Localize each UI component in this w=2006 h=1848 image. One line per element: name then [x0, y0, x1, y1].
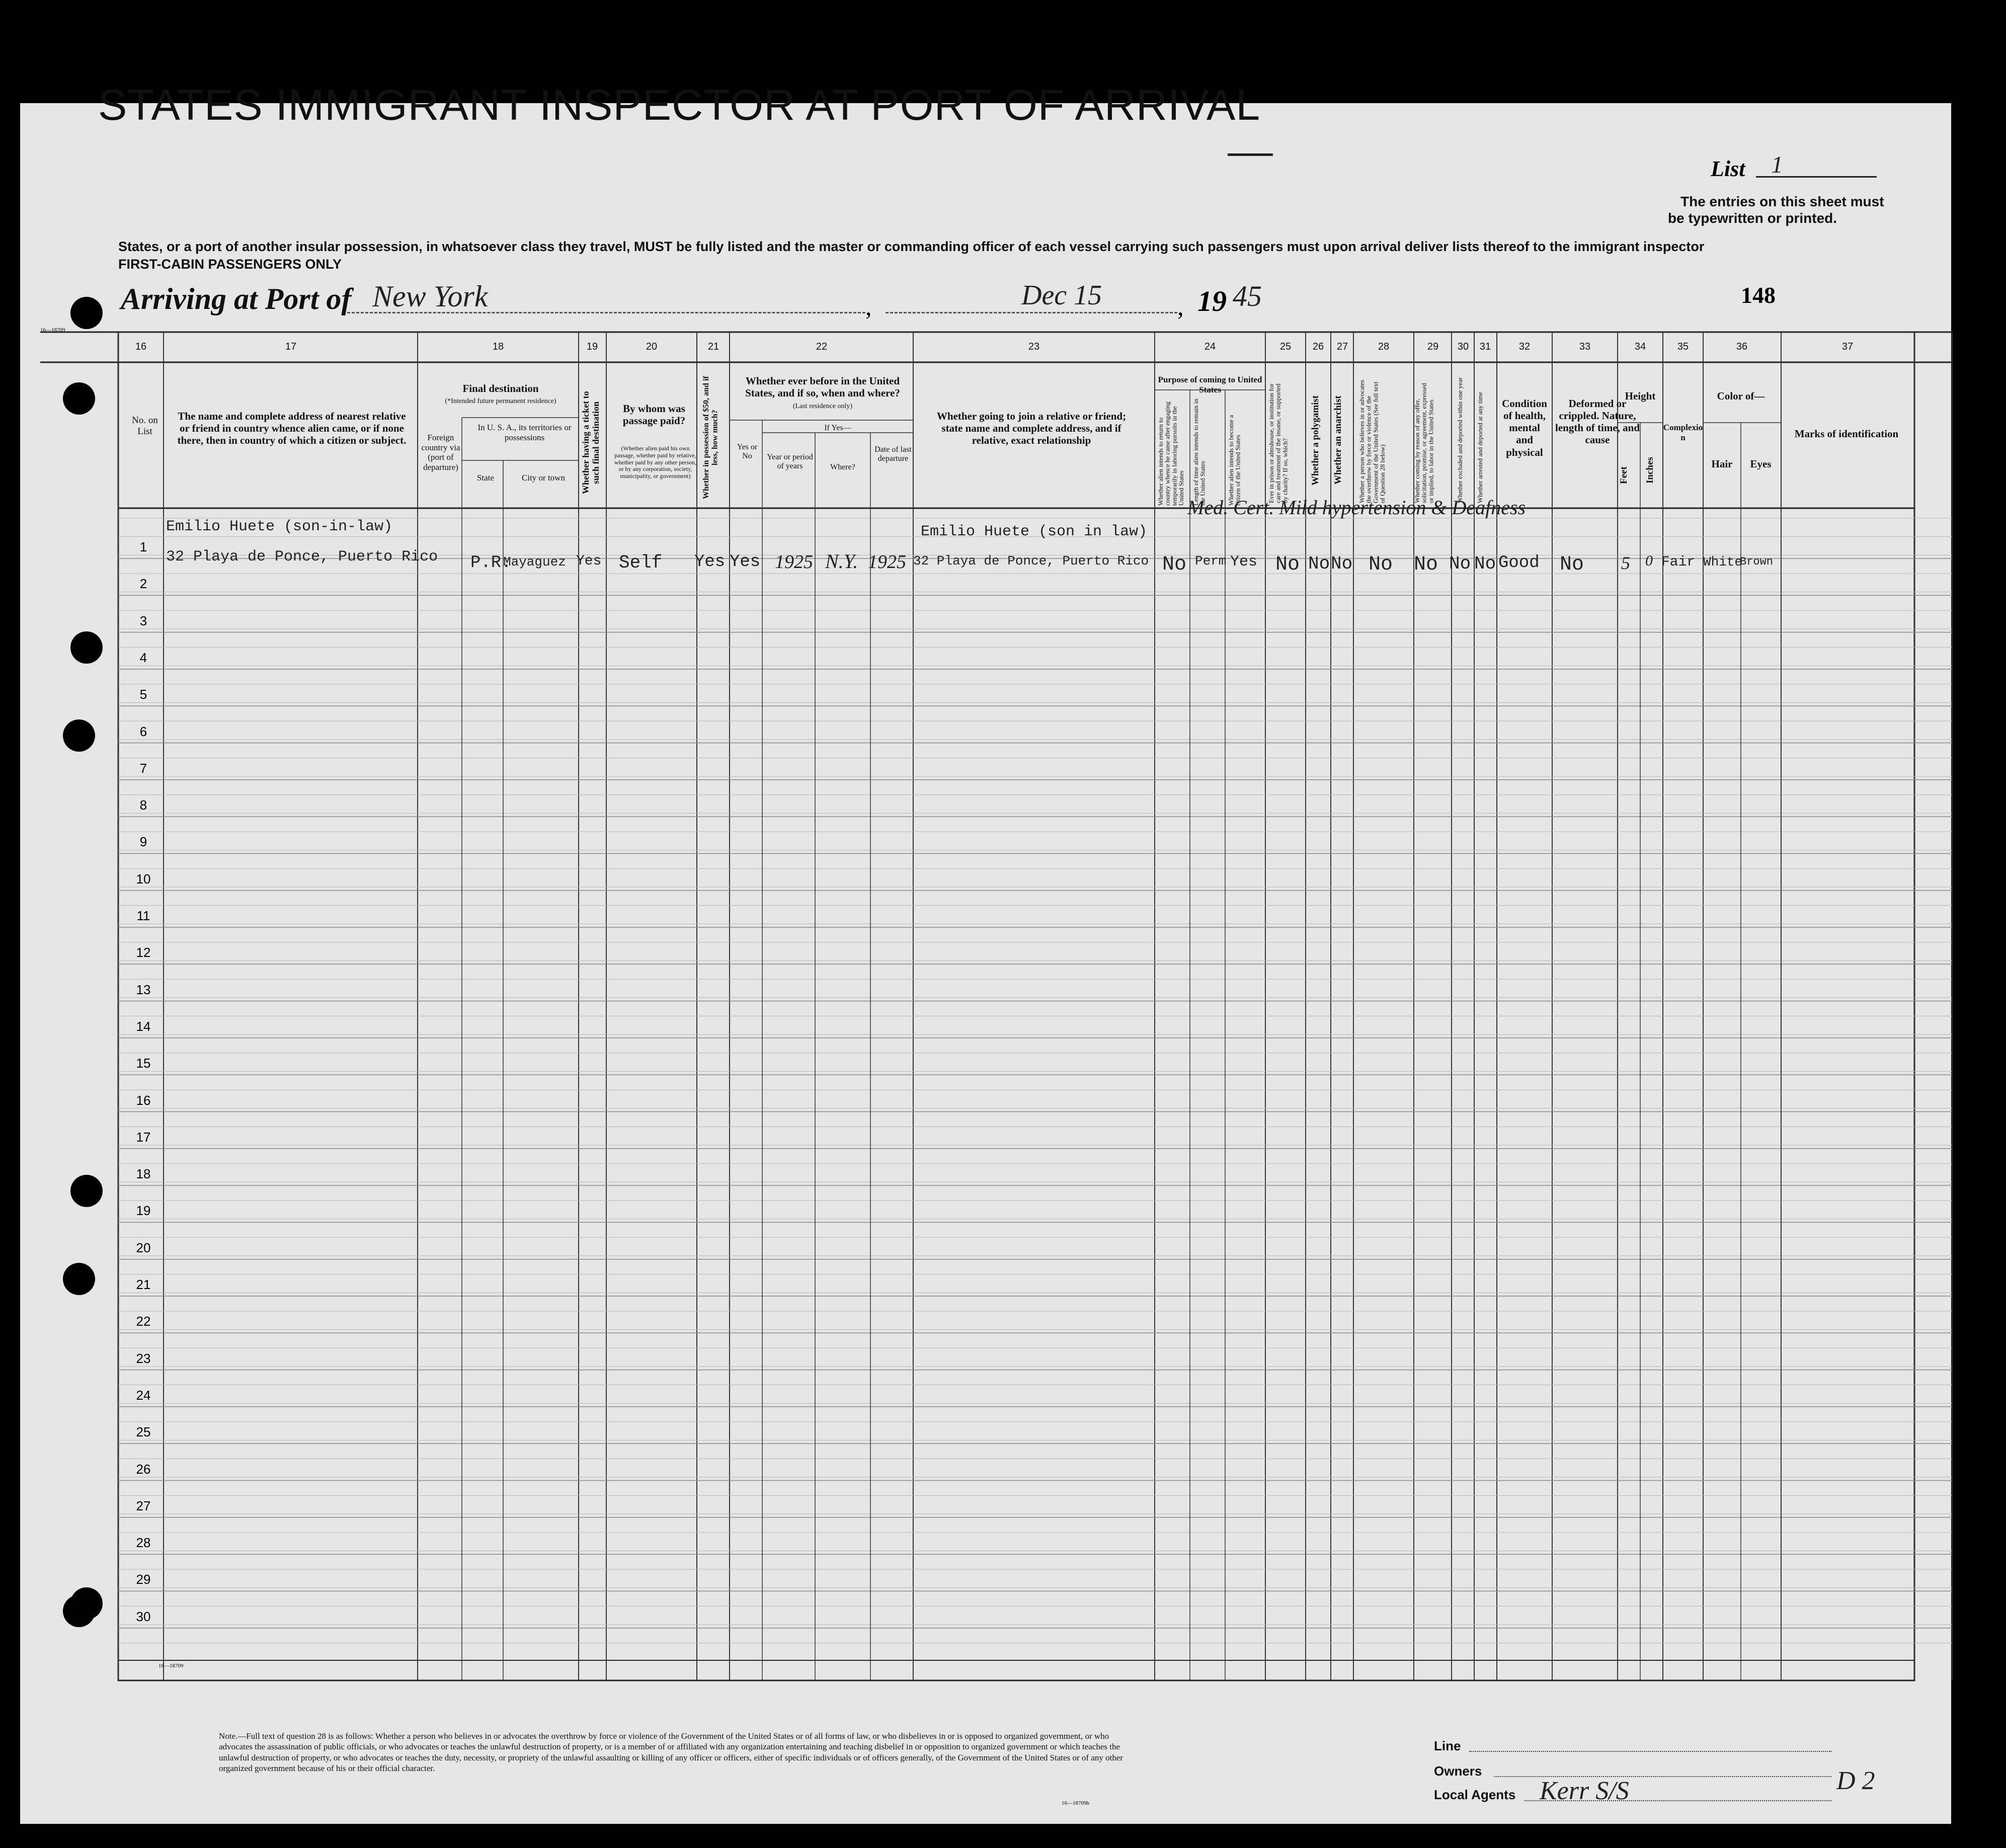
column-number: 36: [1736, 341, 1748, 352]
row-number: 26: [136, 1461, 151, 1477]
header-ticket: Whether having a ticket to such final destination: [581, 391, 601, 495]
arriving-label: Arriving at Port of: [121, 282, 352, 315]
row-number: 16: [136, 1092, 151, 1108]
row-number: 6: [139, 724, 147, 739]
entry-return-country: No: [1162, 553, 1187, 576]
owners-label: Owners: [1434, 1763, 1482, 1779]
entry-year: 1925: [775, 551, 813, 573]
list-label: List: [1711, 156, 1745, 181]
column-number: 37: [1841, 341, 1854, 352]
header-inches: Inches: [1645, 457, 1655, 484]
header-foreign-country: Foreign country via (port of departure): [421, 433, 460, 472]
header-q28: Whether a person who believes in or advocates the overthrow by force or violence of the Government of the United States (See full text of Question 28 below): [1358, 379, 1386, 503]
column-number: 35: [1677, 341, 1689, 352]
row-number: 20: [136, 1240, 151, 1255]
entry-q29: No: [1414, 553, 1438, 576]
row-number: 19: [136, 1203, 151, 1219]
header-relative: The name and complete address of nearest relative or friend in country whence alien came, or if none there, then in country of which a citizen or subject.: [177, 410, 407, 447]
column-number: 24: [1204, 341, 1216, 352]
header-before-sub: (Last residence only): [792, 403, 853, 410]
entry-health: Good: [1498, 553, 1540, 573]
list-value: 1: [1771, 151, 1783, 178]
row-number: 24: [136, 1387, 151, 1403]
year-value: 45: [1233, 280, 1262, 312]
header-feet: Feet: [1619, 466, 1629, 485]
header-height: Height: [1625, 390, 1656, 402]
column-number: 34: [1634, 341, 1646, 352]
row-number: 28: [136, 1535, 151, 1551]
column-number: 20: [646, 341, 658, 352]
entry-anarchist: No: [1331, 553, 1353, 574]
entry-join-address: 32 Playa de Ponce, Puerto Rico: [913, 553, 1149, 569]
header-no-on-list: No. on List: [132, 415, 158, 437]
entry-deformed: No: [1560, 553, 1584, 576]
page-number: 148: [1741, 282, 1776, 308]
form-subtitle: States, or a port of another insular possession, in whatsoever class they travel, MUST be fully listed and the master or commanding officer of each vessel carrying such passengers must upon arrival deliver lists thereof to the immigrant inspector: [118, 239, 1705, 254]
row-number: 3: [139, 613, 147, 628]
header-complexion: Complexion: [1663, 423, 1703, 442]
entry-relative-name: Emilio Huete (son-in-law): [166, 518, 393, 535]
header-state: State: [477, 473, 494, 483]
header-eyes: Eyes: [1750, 458, 1772, 470]
header-marks: Marks of identification: [1794, 428, 1899, 440]
entry-become-citizen: Yes: [1230, 553, 1258, 571]
header-where: Where?: [830, 463, 855, 471]
column-number: 17: [285, 341, 297, 352]
header-color-of: Color of—: [1717, 390, 1765, 402]
row-number: 22: [136, 1314, 151, 1329]
column-number: 33: [1579, 341, 1591, 352]
column-number: 28: [1378, 341, 1390, 352]
row-number: 10: [136, 871, 151, 887]
comma: ,: [1177, 292, 1184, 320]
row-number: 5: [139, 687, 147, 702]
row-number: 23: [136, 1350, 151, 1366]
column-number: 29: [1427, 341, 1439, 352]
column-number: 31: [1479, 341, 1491, 352]
header-passage-paid: By whom was passage paid?: [622, 403, 686, 427]
form-code-bottom: 16—18709: [158, 1663, 184, 1669]
local-agents-label: Local Agents: [1434, 1787, 1516, 1802]
line-label: Line: [1434, 1738, 1461, 1753]
row-number: 27: [136, 1498, 151, 1513]
header-anarchist: Whether an anarchist: [1333, 395, 1343, 485]
row-number: 7: [139, 760, 147, 776]
entry-fifty-dollars: Yes: [694, 552, 726, 572]
header-fifty-dollars: Whether in possession of $50, and if less, how much?: [702, 376, 719, 500]
column-number: 22: [816, 341, 828, 352]
entry-q28: No: [1369, 553, 1393, 576]
entry-where: N.Y.: [825, 550, 858, 573]
column-number: 21: [707, 341, 719, 352]
header-yes-no: Yes or No: [737, 443, 758, 461]
row-number: 4: [139, 650, 147, 665]
column-number: 25: [1279, 341, 1292, 352]
row-number: 9: [139, 834, 147, 850]
row-number: 15: [136, 1056, 151, 1071]
comma: ,: [865, 292, 872, 320]
header-final-sub: (*Intended future permanent residence): [445, 397, 556, 405]
margin-mark: D 2: [1836, 1766, 1875, 1795]
header-become-citizen: Whether alien intends to become a citizen of the United States: [1227, 415, 1242, 506]
row-number: 18: [136, 1166, 151, 1182]
header-usa: In U. S. A., its territories or possessions: [477, 423, 572, 442]
row-number: 21: [136, 1277, 151, 1292]
header-before-in-us: Whether ever before in the United States, and if so, when and where?: [745, 375, 900, 399]
entry-prison: No: [1275, 553, 1300, 576]
typewritten-note: be typewritten or printed.: [1668, 210, 1837, 226]
row-number: 2: [139, 576, 147, 592]
entry-q31: No: [1474, 553, 1496, 574]
header-last-departure: Date of last departure: [874, 445, 912, 463]
entry-state: P.R.: [470, 553, 512, 573]
column-number: 32: [1518, 341, 1531, 352]
form-code-top: 16—18709: [40, 327, 65, 333]
header-join-relative: Whether going to join a relative or friend; state name and complete address, and if relative, exact relationship: [936, 410, 1127, 447]
row-number: 25: [136, 1424, 151, 1440]
local-agents-value: Kerr S/S: [1540, 1777, 1629, 1805]
entry-before-in-us: Yes: [730, 552, 761, 572]
entry-medical-note: Med. Cert. Mild hypertension & Deafness: [1187, 496, 1526, 519]
entry-passage-paid: Self: [619, 552, 663, 573]
typewritten-note: The entries on this sheet must: [1680, 194, 1884, 209]
header-prison: Ever in prison or almshouse, or institution for care and treatment of the insane, or supported by charity? If so, which?: [1267, 383, 1289, 503]
question-28-note: Note.—Full text of question 28 is as follows: Whether a person who believes in or advocates the overthrow by force or violence of the Government of the United States or of all forms of law, or who disbelieves in or is opposed to organized government, or who advocates the assassination of public officials, or who advocates or teaches the unlawful destruction of property, or is a member of or affiliated with any organization entertaining and teaching disbelief in or opposition to organized government or which teaches the unlawful destruction of property, or who advocates or teaches the duty, necessity, or propriety of the unlawful assaulting or killing of any officer or officers, either of specific individuals or of officers generally, of the Government of the United States or of any other organized government because of his or their official character.: [219, 1731, 1124, 1773]
port-value: New York: [372, 280, 488, 313]
header-return-country: Whether alien intends to return to country whence he came after engaging temporarily in laboring pursuits in the United States: [1157, 401, 1185, 506]
entry-feet: 5: [1621, 553, 1630, 573]
column-number: 18: [492, 341, 504, 352]
form-code-note: 16—18709b: [1062, 1800, 1089, 1806]
header-q29: Whether coming by reason of any offer, solicitation, promise, or agreement, expressed or implied, to labor in the United States: [1413, 383, 1435, 503]
header-deformed: Deformed or crippled. Nature, length of time, and cause: [1555, 397, 1640, 446]
row-number: 13: [136, 982, 151, 997]
entry-last-departure: 1925: [868, 551, 906, 573]
header-final-destination: Final destination: [462, 382, 539, 394]
header-q31: Whether arrested and deported at any time: [1476, 392, 1484, 503]
column-number: 27: [1336, 341, 1348, 352]
class-note: FIRST-CABIN PASSENGERS ONLY: [118, 257, 342, 272]
entry-hair: White: [1703, 554, 1743, 570]
line-underline: [1469, 1751, 1831, 1752]
row-number: 17: [136, 1129, 151, 1145]
entry-city: Mayaguez: [503, 554, 566, 570]
header-polygamist: Whether a polygamist: [1310, 395, 1321, 486]
header-passage-sub: (Whether alien paid his own passage, whether paid by relative, whether paid by any other person, or by any corporation, society, municipality, or government): [614, 445, 697, 480]
form-title: STATES IMMIGRANT INSPECTOR AT PORT OF ARRIVAL: [98, 81, 1261, 129]
header-purpose: Purpose of coming to United States: [1158, 375, 1262, 394]
entry-length-of-stay: Perm: [1195, 553, 1227, 569]
header-length-of-stay: Length of time alien intends to remain in the United States: [1192, 398, 1207, 506]
column-number: 26: [1312, 341, 1324, 352]
header-hair: Hair: [1711, 458, 1733, 470]
row-number: 1: [139, 539, 147, 554]
row-number: 29: [136, 1572, 151, 1587]
date-value: Dec 15: [1021, 280, 1102, 311]
header-year: Year or period of years: [767, 453, 813, 471]
year-prefix: 19: [1197, 285, 1227, 317]
entry-join-name: Emilio Huete (son in law): [921, 523, 1148, 540]
entry-complexion: Fair: [1661, 554, 1696, 570]
column-number: 23: [1028, 341, 1040, 352]
header-city: City or town: [522, 473, 565, 483]
row-number: 14: [136, 1018, 151, 1034]
column-number: 16: [135, 341, 147, 352]
header-health: Condition of health, mental and physical: [1502, 397, 1547, 458]
header-if-yes: If Yes—: [824, 424, 851, 432]
entry-ticket: Yes: [576, 553, 602, 569]
entry-inches: 0: [1645, 552, 1653, 569]
column-number: 19: [586, 341, 598, 352]
entry-q30: No: [1449, 553, 1471, 574]
entry-eyes: Brown: [1740, 555, 1774, 568]
column-number: 30: [1457, 341, 1469, 352]
header-q30: Whether excluded and deported within one year: [1456, 377, 1464, 503]
row-number: 12: [136, 945, 151, 960]
entry-polygamist: No: [1308, 553, 1330, 574]
row-number: 8: [139, 797, 147, 813]
row-number: 30: [136, 1609, 151, 1624]
entry-relative-address: 32 Playa de Ponce, Puerto Rico: [166, 548, 438, 566]
row-number: 11: [136, 908, 150, 923]
